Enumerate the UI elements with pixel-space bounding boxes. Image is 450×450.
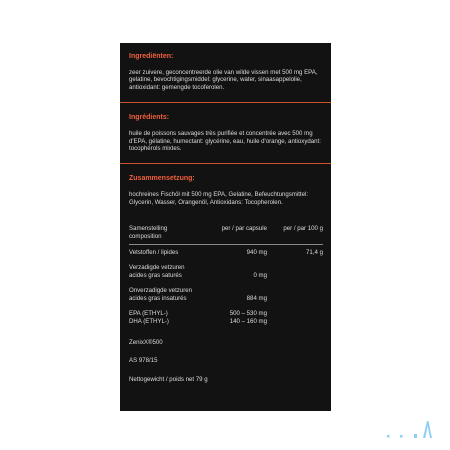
section-text-fr: huile de poissons sauvages très purifiée et concentrée avec 500 mg d'EPA, gélatine, humectant: glycérine, eau, huile d'orange, antioxydant: tocophérols mixtes. (129, 130, 321, 153)
section-heading-nl: Ingrediënten: (129, 53, 174, 60)
table-cell-label-line2: acides gras saturés (129, 271, 182, 279)
table-cell-label-line1: Onverzadigde vetzuren (129, 287, 193, 295)
table-row (129, 264, 323, 279)
table-header-label (129, 225, 197, 240)
table-cell-per-100g (267, 287, 323, 302)
brand-logo-icon (387, 420, 437, 440)
table-cell-per-100g: 71,4 g (306, 249, 323, 257)
table-cell-label: Vetstoffen / lipides (129, 249, 179, 257)
table-cell-per-capsule: 500 – 530 mg (229, 310, 267, 318)
table-cell-label: EPA (ETHYL-) (129, 310, 168, 318)
table-rule (129, 244, 323, 245)
table-cell-per-capsule: 940 mg (246, 249, 267, 257)
table-cell-label (129, 287, 197, 302)
logo-dot (400, 435, 403, 438)
section-divider (120, 102, 331, 103)
section-ingredients-de (129, 174, 323, 206)
table-cell-label-line2: acides gras insaturés (129, 294, 187, 302)
table-header-per-100g: per / par 100 g (283, 225, 323, 233)
table-header-label-line1: Samenstelling (129, 225, 168, 233)
section-text-nl: zeer zuivere, geconcentreerde olie van wilde vissen met 500 mg EPA, gelatine, bevochtigingsmiddel: glycerine, water, sinaasappelolie, antioxidant: gemengde tocoferolen. (129, 69, 318, 91)
section-heading-fr: Ingrédients: (129, 114, 170, 122)
section-ingredients-nl (129, 52, 323, 91)
table-header-per-capsule: per / par capsule (221, 225, 267, 233)
table-cell-per-capsule: 0 mg (253, 271, 267, 279)
section-heading-de: Zusammensetzung: (129, 175, 195, 183)
section-divider (120, 163, 331, 164)
registration-code: AS 978/15 (129, 357, 158, 365)
section-ingredients-fr (129, 113, 323, 152)
table-cell-per-100g (267, 310, 323, 317)
net-weight: Nettogewicht / poids net 79 g (129, 375, 208, 383)
nutrition-table-header (129, 225, 323, 240)
table-row (129, 310, 323, 317)
table-row (129, 318, 323, 325)
table-cell-per-capsule: 884 mg (246, 294, 267, 302)
logo-dot (387, 435, 390, 438)
table-cell-label-line1: Verzadigde vetzuren (129, 264, 185, 272)
logo-arrow (423, 421, 432, 438)
section-text-de: hochreines Fischöl mit 500 mg EPA, Gelatine, Befeuchtungsmittel: Glycerin, Wasser, Orangenöl, Antioxidans: Tocopherolen. (129, 191, 309, 206)
brand-line: ZenixX®500 (129, 338, 163, 346)
table-row (129, 287, 323, 302)
table-cell-per-100g (267, 318, 323, 325)
product-label-panel (120, 43, 331, 411)
table-cell-per-capsule: 140 – 160 mg (229, 317, 267, 325)
table-row (129, 249, 323, 256)
logo-dot (414, 434, 417, 438)
table-cell-per-100g (267, 264, 323, 279)
table-header-label-line2: composition (129, 232, 162, 240)
table-cell-label: DHA (ETHYL-) (129, 317, 169, 325)
table-cell-label (129, 264, 197, 279)
